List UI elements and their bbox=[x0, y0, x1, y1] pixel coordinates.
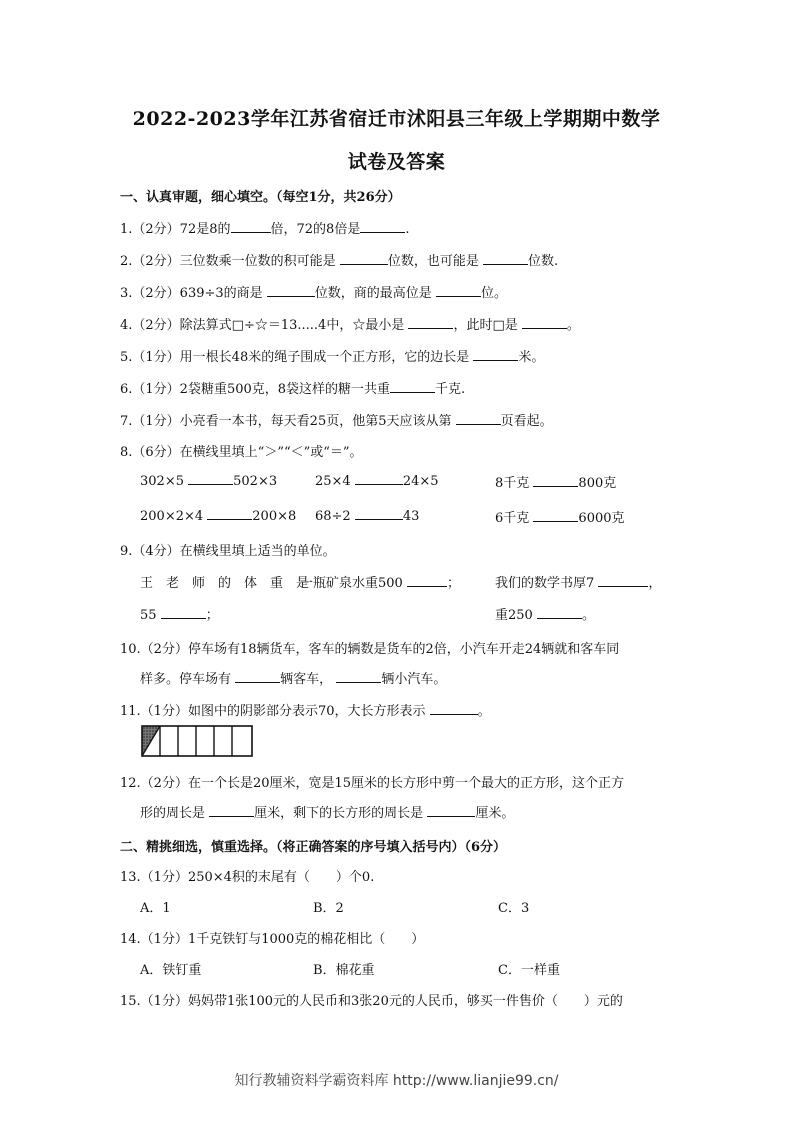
page-footer-watermark: 知行教辅资料学霸资料库 http://www.lianjie99.cn/ bbox=[234, 1073, 559, 1089]
question-14: 14.（1分）1千克铁钉与1000克的棉花相比（ ） bbox=[120, 932, 425, 947]
q1-blank-1[interactable] bbox=[231, 220, 271, 233]
q8-blank[interactable] bbox=[533, 509, 578, 522]
q6-blank-1[interactable] bbox=[390, 380, 435, 393]
q7-text-a: 7.（1分）小亮看一本书，每天看25页，他第5天应该从第 bbox=[120, 414, 452, 429]
q9-blank[interactable] bbox=[537, 606, 582, 619]
q8-blank[interactable] bbox=[188, 472, 233, 485]
question-10-line1: 10.（2分）停车场有18辆货车，客车的辆数是货车的2倍，小汽车开走24辆就和客车同 bbox=[120, 642, 620, 657]
question-1 bbox=[120, 218, 409, 237]
q2-text-a: 2.（2分）三位数乘一位数的积可能是 bbox=[120, 254, 336, 269]
q7-text-b: 页看起。 bbox=[500, 414, 553, 429]
question-12-line2: 形的周长是 厘米，剩下的长方形的周长是 厘米。 bbox=[140, 806, 515, 821]
page-title-line1: 2022-2023学年江苏省宿迁市沭阳县三年级上学期期中数学 bbox=[132, 108, 661, 130]
q11-blank-1[interactable] bbox=[430, 702, 478, 715]
q5-text-a: 5.（1分）用一根长48米的绳子围成一个正方形，它的边长是 bbox=[120, 350, 470, 365]
q1-text-c: . bbox=[405, 222, 410, 237]
q3-blank-1[interactable] bbox=[267, 284, 315, 297]
question-2 bbox=[120, 250, 558, 269]
q1-text-b: 倍，72的8倍是 bbox=[270, 222, 361, 237]
section1-heading: 一、认真审题，细心填空。（每空1分，共26分） bbox=[120, 190, 401, 205]
q3-text-a: 3.（2分）639÷3的商是 bbox=[120, 286, 263, 301]
q9-col1-line1: 王 老 师 的 体 重 是 bbox=[140, 576, 310, 591]
page-title-line2: 试卷及答案 bbox=[347, 151, 446, 173]
q6-text-a: 6.（1分）2袋糖重500克，8袋这样的糖一共重 bbox=[120, 382, 391, 397]
q14-option-b[interactable]: B．棉花重 bbox=[313, 963, 375, 978]
q9-col2-line1: 一瓶矿泉水重500 ； bbox=[300, 576, 460, 591]
q8-row1-item2: 25×4 24×5 bbox=[315, 474, 439, 489]
q4-blank-2[interactable] bbox=[522, 316, 567, 329]
q8-blank[interactable] bbox=[207, 507, 252, 520]
question-15: 15.（1分）妈妈带1张100元的人民币和3张20元的人民币，够买一件售价（ ）元的 bbox=[120, 994, 623, 1009]
q9-col3-line2: 重250 。 bbox=[495, 608, 595, 623]
q9-blank[interactable] bbox=[161, 606, 206, 619]
q2-blank-2[interactable] bbox=[483, 252, 528, 265]
question-10-line2: 样多。停车场有 辆客车， 辆小汽车。 bbox=[140, 672, 447, 687]
question-11: 11.（1分）如图中的阴影部分表示70，大长方形表示 。 bbox=[120, 704, 491, 719]
q8-row1-item3: 8千克 800克 bbox=[495, 476, 617, 491]
q8-row2-item3: 6千克 6000克 bbox=[495, 511, 625, 526]
question-4 bbox=[120, 314, 580, 333]
q5-blank-1[interactable] bbox=[473, 348, 518, 361]
q8-row1-item1: 302×5 502×3 bbox=[140, 474, 278, 489]
q3-blank-2[interactable] bbox=[436, 284, 481, 297]
q3-text-b: 位数，商的最高位是 bbox=[314, 286, 432, 301]
q9-blank[interactable] bbox=[598, 574, 648, 587]
q10-blank-1[interactable] bbox=[235, 670, 280, 683]
q13-option-c[interactable]: C．3 bbox=[498, 901, 530, 916]
q7-blank-1[interactable] bbox=[456, 412, 501, 425]
q4-text-a: 4.（2分）除法算式□÷☆＝13.....4中，☆最小是 bbox=[120, 318, 405, 333]
q12-blank-1[interactable] bbox=[209, 804, 254, 817]
q4-text-c: 。 bbox=[566, 318, 580, 333]
q13-option-a[interactable]: A．1 bbox=[140, 901, 171, 916]
question-12-line1: 12.（2分）在一个长是20厘米，宽是15厘米的长方形中剪一个最大的正方形，这个正方 bbox=[120, 776, 625, 791]
q8-row2-item2: 68÷2 43 bbox=[315, 509, 420, 524]
q9-blank[interactable] bbox=[407, 574, 447, 587]
q9-col3-line1: 我们的数学书厚7 ， bbox=[495, 576, 662, 591]
q8-blank[interactable] bbox=[355, 507, 403, 520]
q5-text-b: 米。 bbox=[518, 350, 545, 365]
q1-blank-2[interactable] bbox=[360, 220, 405, 233]
q8-blank[interactable] bbox=[533, 474, 578, 487]
q13-option-b[interactable]: B．2 bbox=[313, 901, 344, 916]
question-9: 9.（4分）在横线里填上适当的单位。 bbox=[120, 544, 336, 559]
question-7 bbox=[120, 410, 553, 429]
q14-option-a[interactable]: A．铁钉重 bbox=[140, 963, 202, 978]
q3-text-c: 位。 bbox=[480, 286, 507, 301]
q8-blank[interactable] bbox=[355, 472, 403, 485]
q4-blank-1[interactable] bbox=[408, 316, 453, 329]
q9-col1-line2: 55 ； bbox=[140, 608, 219, 623]
q11-rectangle-figure bbox=[140, 724, 254, 758]
q2-text-c: 位数. bbox=[527, 254, 559, 269]
question-13: 13.（1分）250×4积的末尾有（ ）个0. bbox=[120, 870, 375, 885]
question-3 bbox=[120, 282, 507, 301]
question-8: 8.（6分）在横线里填上“＞”“＜”或“＝”。 bbox=[120, 445, 363, 460]
q12-blank-2[interactable] bbox=[427, 804, 475, 817]
q2-blank-1[interactable] bbox=[340, 252, 388, 265]
q4-text-b: ，此时□是 bbox=[453, 318, 518, 333]
q1-text-a: 1.（2分）72是8的 bbox=[120, 222, 231, 237]
question-6 bbox=[120, 378, 465, 397]
q10-blank-2[interactable] bbox=[336, 670, 381, 683]
section2-heading: 二、精挑细选，慎重选择。（将正确答案的序号填入括号内）（6分） bbox=[120, 840, 507, 855]
q2-text-b: 位数，也可能是 bbox=[387, 254, 479, 269]
q8-row2-item1: 200×2×4 200×8 bbox=[140, 509, 297, 524]
question-5 bbox=[120, 346, 544, 365]
q14-option-c[interactable]: C．一样重 bbox=[498, 963, 560, 978]
q6-text-b: 千克. bbox=[435, 382, 466, 397]
